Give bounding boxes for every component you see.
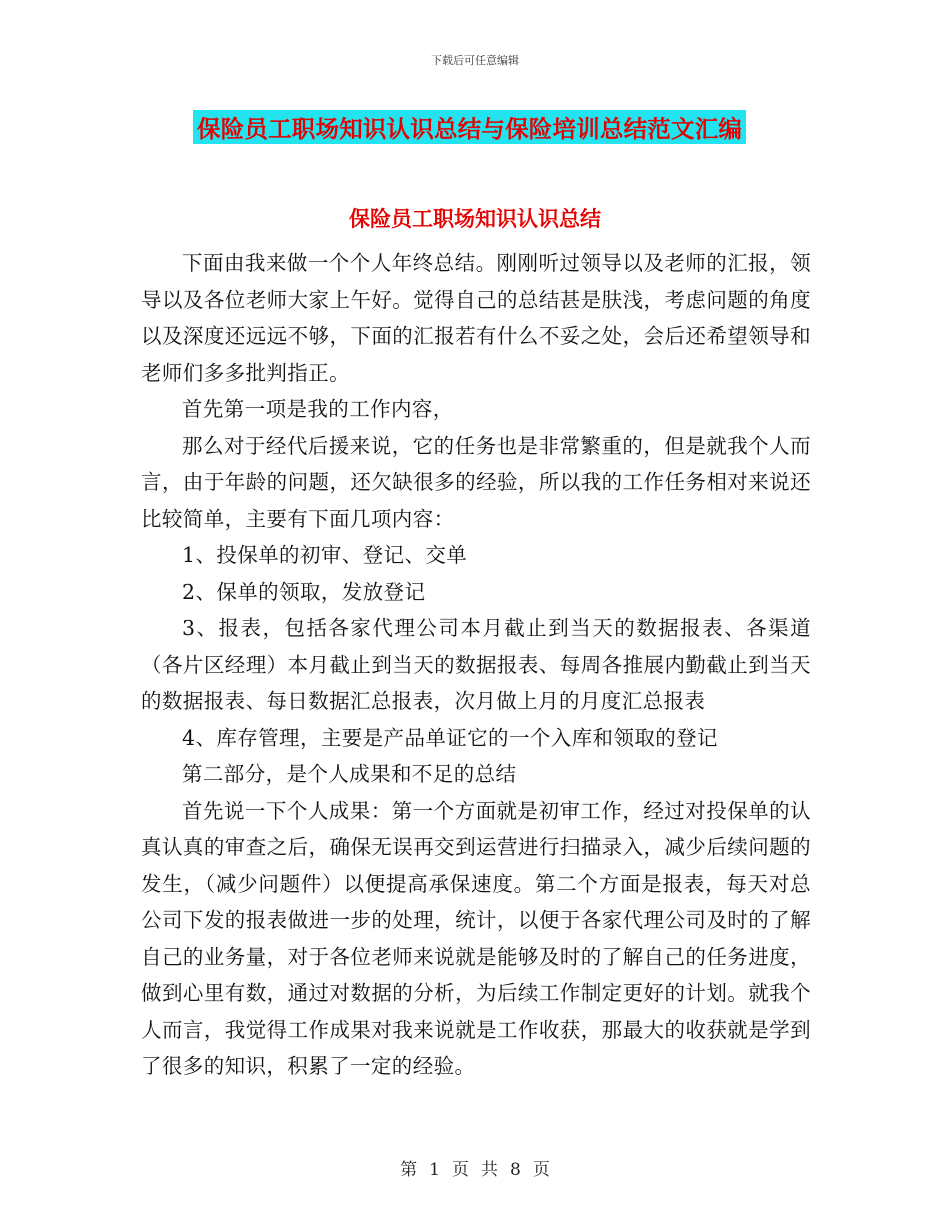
paragraph: 下面由我来做一个个人年终总结。刚刚听过领导以及老师的汇报，领导以及各位老师大家上午好。觉得自己的总结甚是肤浅，考虑问题的角度以及深度还远远不够，下面的汇报若有什么不妥之处，会后还希望领导和老师们多多批判指正。	[141, 251, 811, 385]
paragraph: 首先说一下个人成果：第一个方面就是初审工作，经过对投保单的认真认真的审查之后，确保无误再交到运营进行扫描录入，减少后续问题的发生，（减少问题件）以便提高承保速度。第二个方面是报表，每天对总公司下发的报表做进一步的处理，统计，以便于各家代理公司及时的了解自己的业务量，对于各位老师来说就是能够及时的了解自己的任务进度，做到心里有数，通过对数据的分析，为后续工作制定更好的计划。就我个人而言，我觉得工作成果对我来说就是工作收获，那最大的收获就是学到了很多的知识，积累了一定的经验。	[141, 798, 811, 1078]
footer-total-suffix: 页	[532, 1160, 550, 1180]
list-item: 1、投保单的初审、登记、交单	[182, 543, 468, 567]
total-pages-number: 8	[510, 1160, 521, 1180]
list-item: 3、报表，包括各家代理公司本月截止到当天的数据报表、各渠道（各片区经理）本月截止到当天的数据报表、每周各推展内勤截止到当天的数据报表、每日数据汇总报表，次月做上月的月度汇总报表	[141, 616, 811, 713]
body-text	[141, 245, 811, 1085]
current-page-number: 1	[429, 1160, 440, 1180]
page-footer	[0, 1155, 950, 1180]
footer-total-prefix: 共	[481, 1160, 498, 1180]
paragraph: 第二部分，是个人成果和不足的总结	[182, 762, 517, 786]
section-title: 保险员工职场知识认识总结	[349, 207, 601, 231]
list-item: 2、保单的领取，发放登记	[182, 579, 426, 604]
document-title-highlight	[193, 110, 746, 144]
footer-prefix: 第	[400, 1160, 418, 1180]
paragraph: 那么对于经代后援来说，它的任务也是非常繁重的，但是就我个人而言，由于年龄的问题，还欠缺很多的经验，所以我的工作任务相对来说还比较简单，主要有下面几项内容：	[141, 433, 811, 531]
document-title: 保险员工职场知识认识总结与保险培训总结范文汇编	[197, 115, 743, 143]
list-item: 4、库存管理，主要是产品单证它的一个入库和领取的登记	[182, 725, 718, 750]
paragraph: 首先第一项是我的工作内容，	[182, 397, 454, 421]
header-note: 下载后可任意编辑	[431, 54, 519, 67]
footer-page-word: 页	[452, 1160, 469, 1180]
